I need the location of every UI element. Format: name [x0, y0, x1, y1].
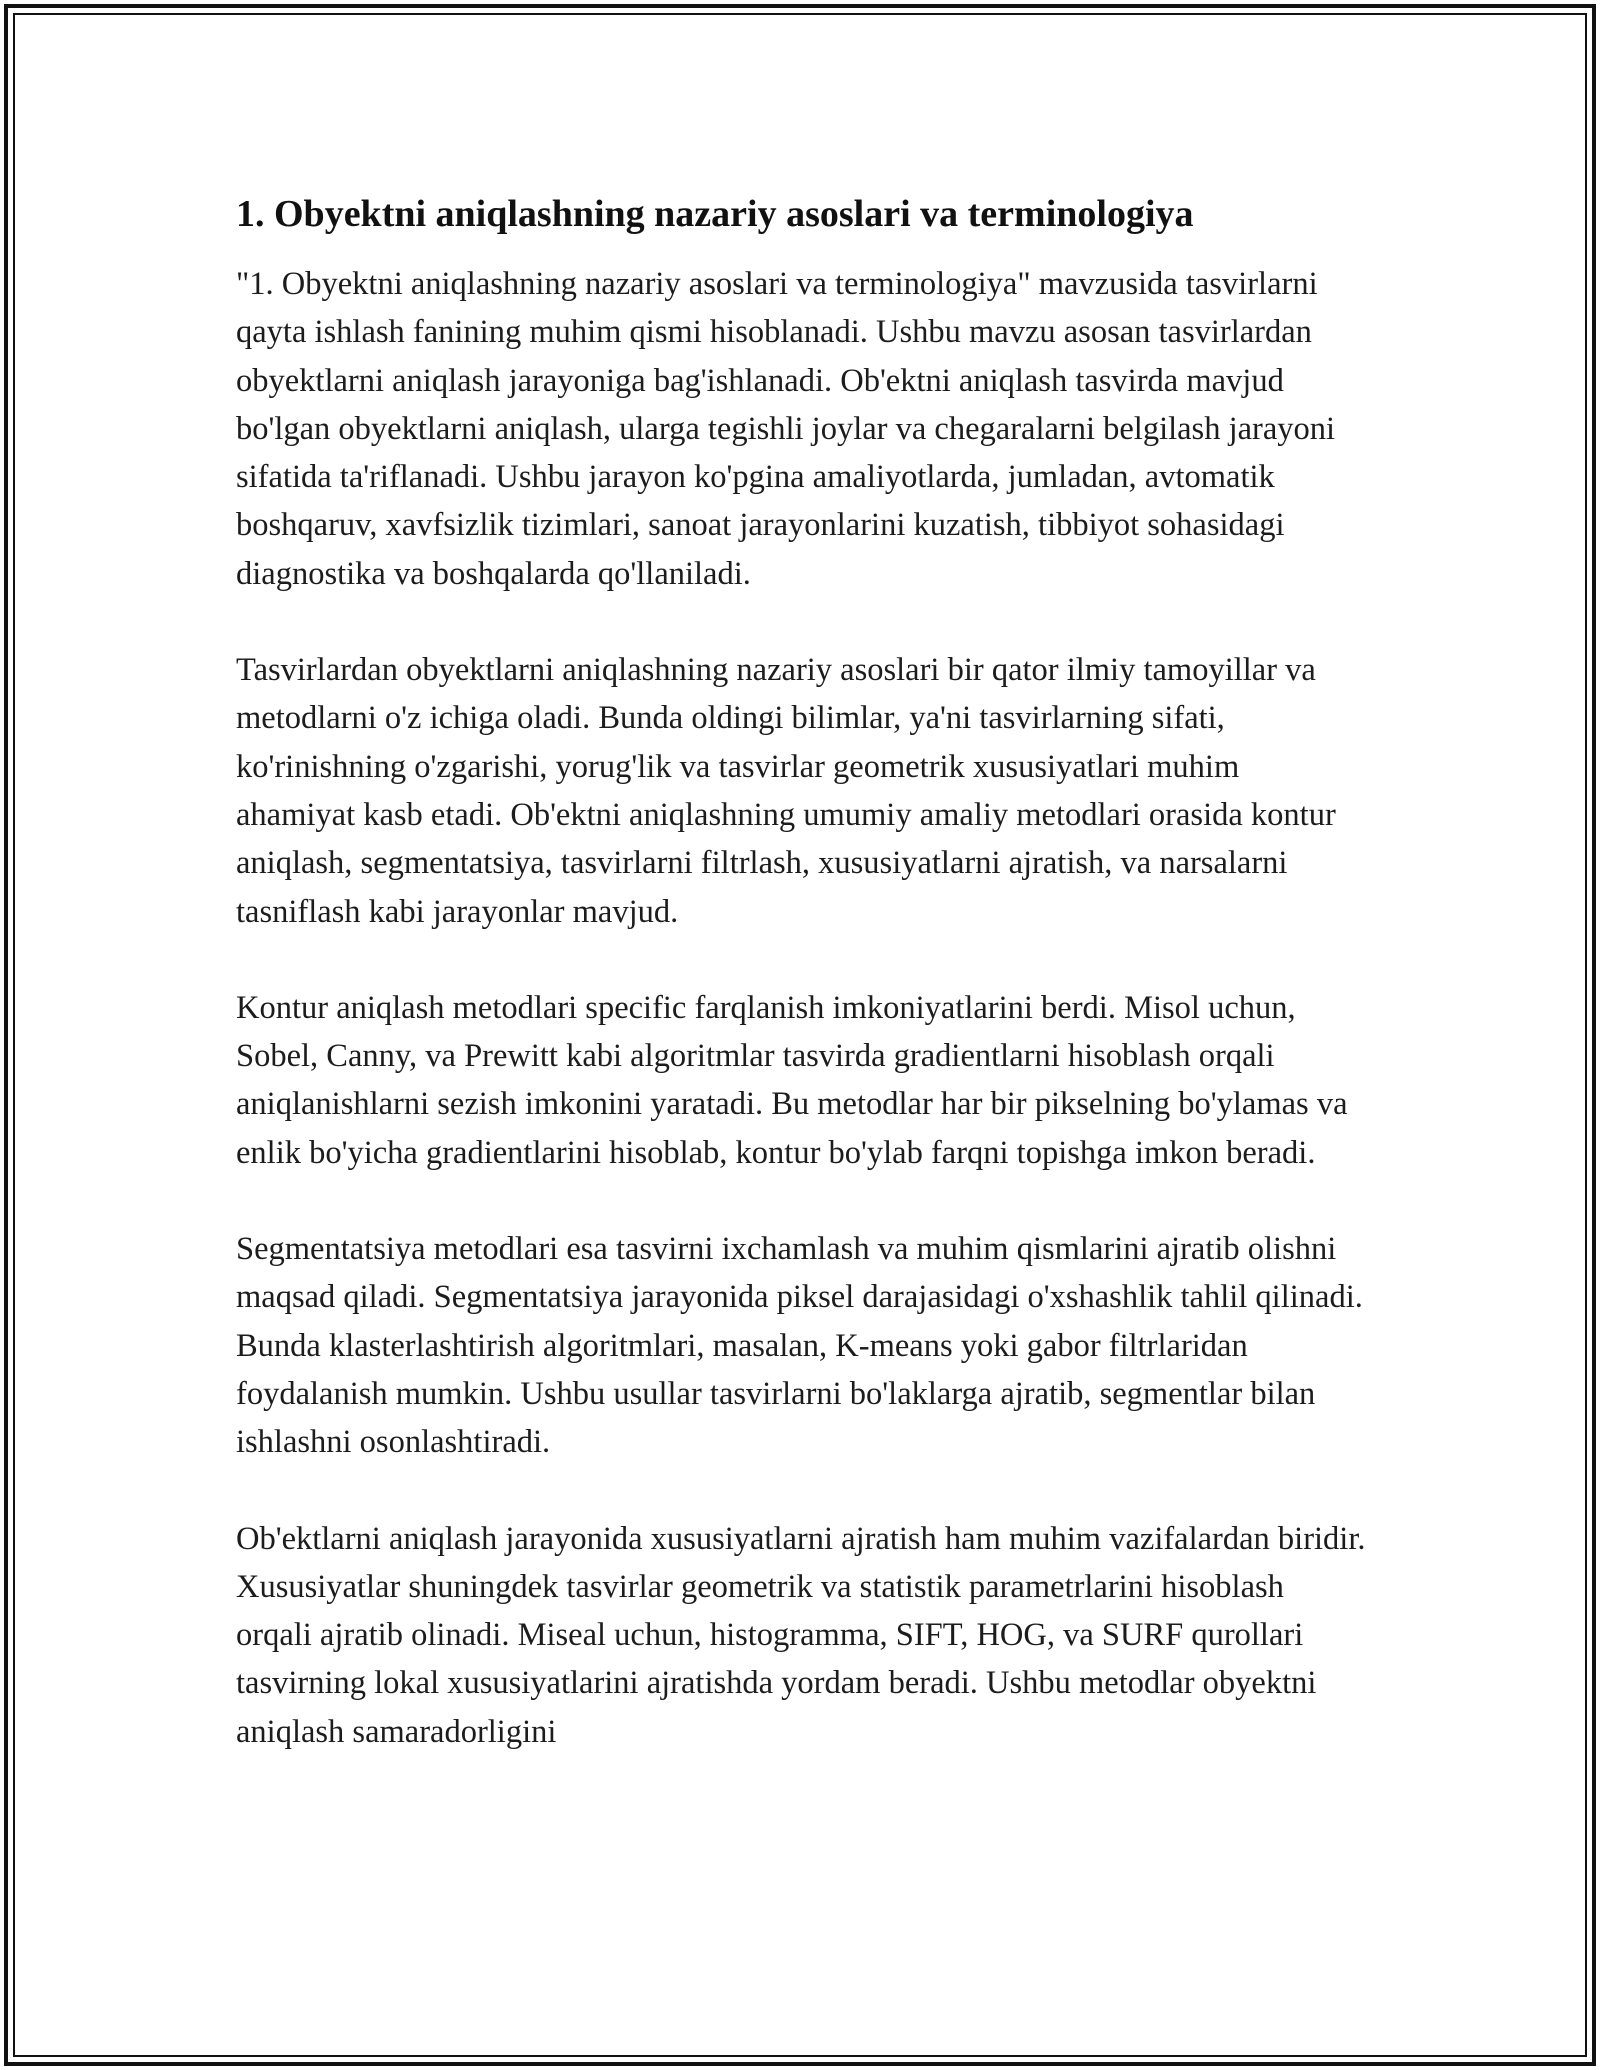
document-body [236, 186, 1366, 1756]
paragraph-segmentation: Segmentatsiya metodlari esa tasvirni ixchamlash va muhim qismlarini ajratib olishni maqsad qiladi. Segmentatsiya jarayonida piksel darajasidagi o'xshashlik tahlil qilinadi. Bunda klasterlashtirish algoritmlari, masalan, K-means yoki gabor filtrlaridan foydalanish mumkin. Ushbu usullar tasvirlarni bo'laklarga ajratib, segmentlar bilan ishlashni osonlashtiradi. [236, 1231, 1363, 1461]
paragraph-features: Ob'ektlarni aniqlash jarayonida xususiyatlarni ajratish ham muhim vazifalardan biridir. Xususiyatlar shuningdek tasvirlar geometrik va statistik parametrlarini hisoblash orqali ajratib olinadi. Miseal uchun, histogramma, SIFT, HOG, va SURF qurollari tasvirning lokal xususiyatlarini ajratishda yordam beradi. Ushbu metodlar obyektni aniqlash samaradorligini [236, 1520, 1366, 1750]
paragraph-contour: Kontur aniqlash metodlari specific farqlanish imkoniyatlarini berdi. Misol uchun, Sobel, Canny, va Prewitt kabi algoritmlar tasvirda gradientlarni hisoblash orqali aniqlanishlarni sezish imkonini yaratadi. Bu metodlar har bir pikselning bo'ylamas va enlik bo'yicha gradientlarini hisoblab, kontur bo'ylab farqni topishga imkon beradi. [236, 989, 1348, 1171]
section-heading: 1. Obyektni aniqlashning nazariy asoslari va terminologiya [236, 193, 1194, 235]
paragraph-theory: Tasvirlardan obyektlarni aniqlashning nazariy asoslari bir qator ilmiy tamoyillar va metodlarni o'z ichiga oladi. Bunda oldingi bilimlar, ya'ni tasvirlarning sifati, ko'rinishning o'zgarishi, yorug'lik va tasvirlar geometrik xususiyatlari muhim ahamiyat kasb etadi. Ob'ektni aniqlashning umumiy amaliy metodlari orasida kontur aniqlash, segmentatsiya, tasvirlarni filtrlash, xususiyatlarni ajratish, va narsalarni tasniflash kabi jarayonlar mavjud. [236, 652, 1336, 930]
paragraph-intro: "1. Obyektni aniqlashning nazariy asoslari va terminologiya" mavzusida tasvirlarni qayta ishlash fanining muhim qismi hisoblanadi. Ushbu mavzu asosan tasvirlardan obyektlarni aniqlash jarayoniga bag'ishlanadi. Ob'ektni aniqlash tasvirda mavjud bo'lgan obyektlarni aniqlash, ularga tegishli joylar va chegaralarni belgilash jarayoni sifatida ta'riflanadi. Ushbu jarayon ko'pgina amaliyotlarda, jumladan, avtomatik boshqaruv, xavfsizlik tizimlari, sanoat jarayonlarini kuzatish, tibbiyot sohasidagi diagnostika va boshqalarda qo'llaniladi. [236, 266, 1336, 592]
